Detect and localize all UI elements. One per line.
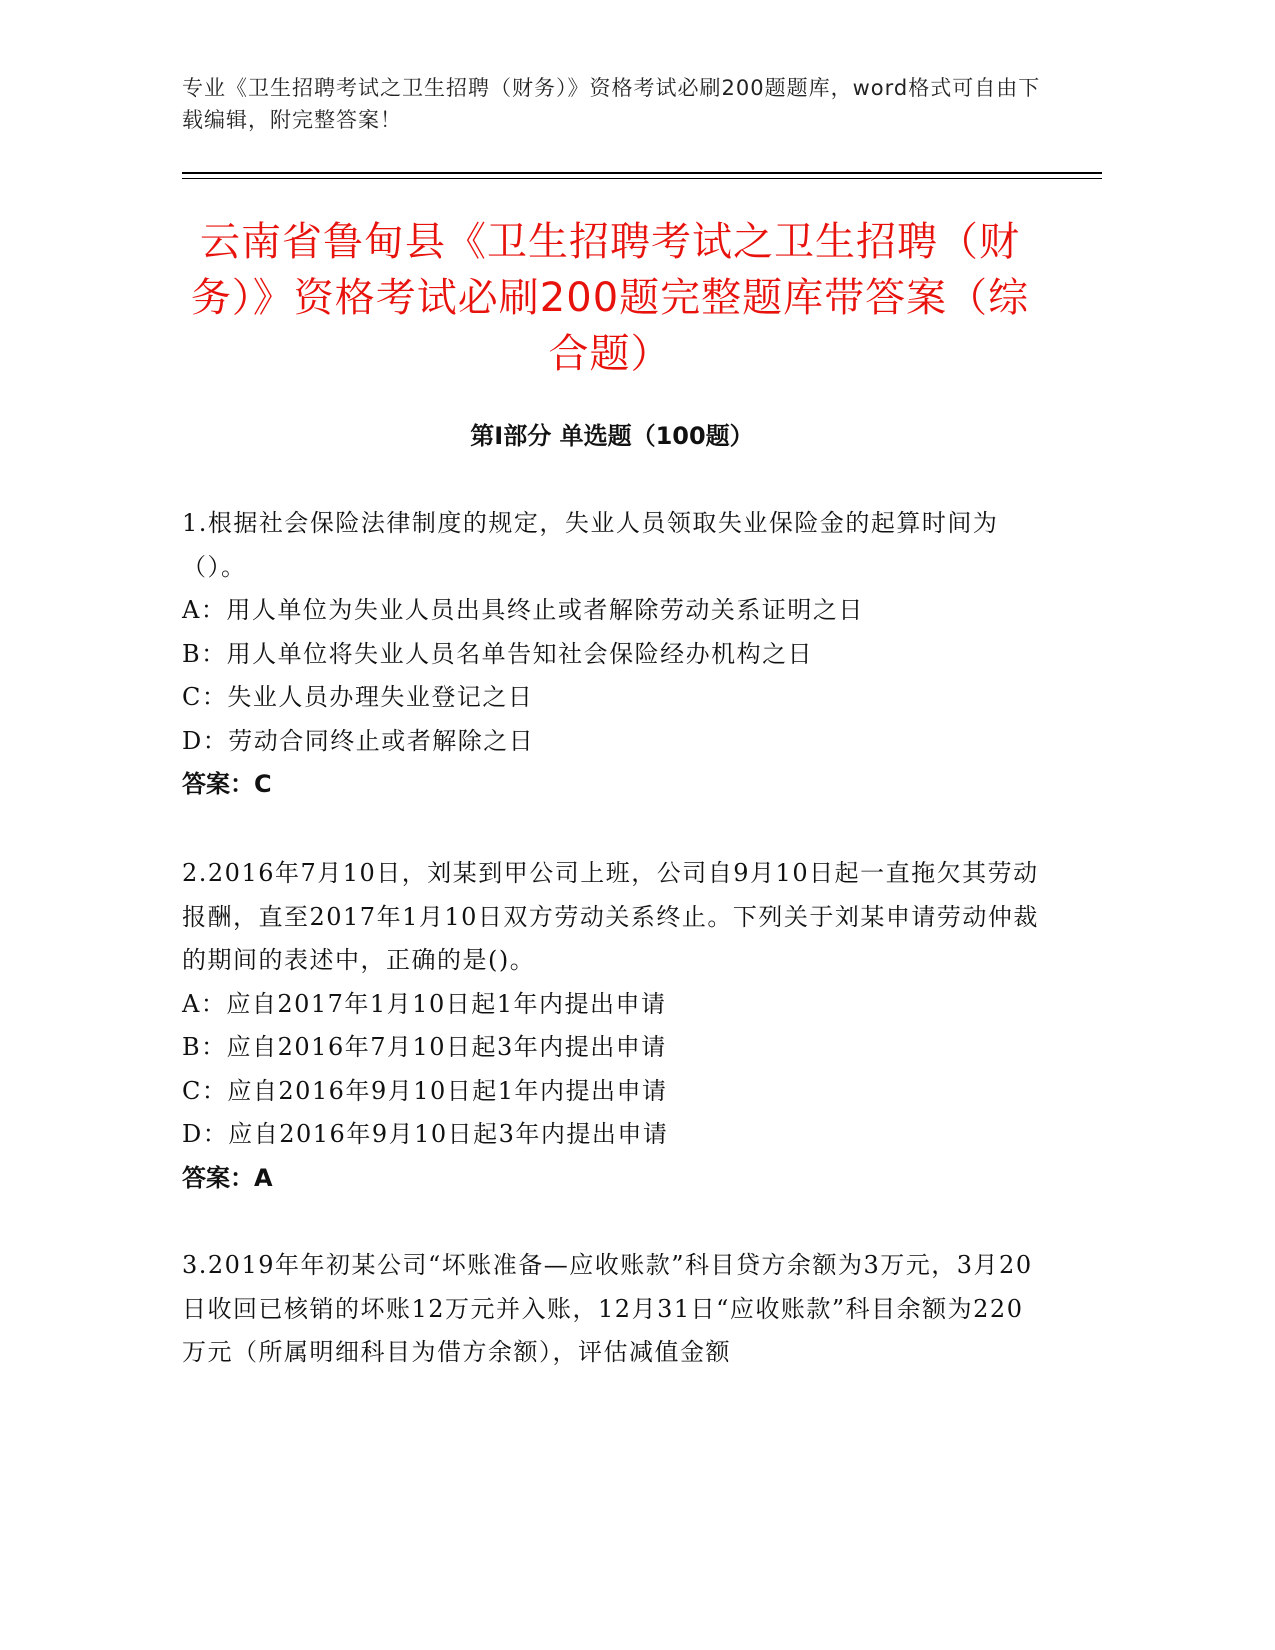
option-d: D：应自2016年9月10日起3年内提出申请 [182,1120,669,1148]
answer: 答案：A [182,1163,273,1192]
option-d: D：劳动合同终止或者解除之日 [182,726,535,755]
question-2 [182,852,1042,1200]
question-text: 2.2016年7月10日，刘某到甲公司上班，公司自9月10日起一直拖欠其劳动报酬，直至2017年1月10日双方劳动关系终止。下列关于刘某申请劳动仲裁的期间的表述中，正确的是()。 [182,859,1039,974]
document-title: 云南省鲁甸县《卫生招聘考试之卫生招聘（财务）》资格考试必刷200题完整题库带答案（综合题） [190,219,1030,377]
option-c: C：失业人员办理失业登记之日 [182,683,534,711]
question-3 [182,1244,1042,1375]
question-1 [182,502,1042,807]
header-rule-thin [182,178,1102,179]
option-a: A：用人单位为失业人员出具终止或者解除劳动关系证明之日 [182,596,864,624]
answer: 答案：C [182,770,272,798]
section-title: 第I部分 单选题（100题） [470,422,754,450]
option-b: B：应自2016年7月10日起3年内提出申请 [182,1033,667,1061]
option-c: C：应自2016年9月10日起1年内提出申请 [182,1076,668,1105]
option-b: B：用人单位将失业人员名单告知社会保险经办机构之日 [182,639,814,668]
question-text: 3.2019年年初某公司“坏账准备—应收账款”科目贷方余额为3万元，3月20日收回已核销的坏账12万元并入账，12月31日“应收账款”科目余额为220万元（所属明细科目为借方余额），评估减值金额 [182,1251,1033,1366]
header-rule-thick [182,172,1102,174]
option-a: A：应自2017年1月10日起1年内提出申请 [182,989,667,1018]
question-text: 1.根据社会保险法律制度的规定，失业人员领取失业保险金的起算时间为（）。 [182,509,999,581]
header-note: 专业《卫生招聘考试之卫生招聘（财务）》资格考试必刷200题题库，word格式可自由下载编辑，附完整答案！ [182,76,1041,132]
